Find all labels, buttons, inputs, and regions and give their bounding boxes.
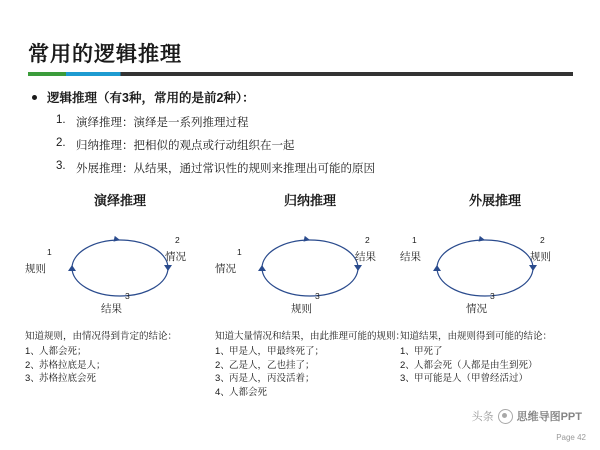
cycle-diagram xyxy=(400,213,590,328)
description-item xyxy=(215,386,405,400)
description-head: 知道结果，由规则得到可能的结论： xyxy=(400,331,553,342)
list-item xyxy=(56,137,375,153)
cycle-label-bottom: 规则 xyxy=(291,303,312,315)
list-item-number: 2. xyxy=(56,137,66,149)
cycle-label-left: 情况 xyxy=(215,263,236,275)
description-item-text: 甲死了 xyxy=(414,345,443,357)
description-item-number: 1、 xyxy=(25,345,40,357)
title-underline-rule xyxy=(28,72,573,76)
page-number: Page 42 xyxy=(556,433,586,442)
description-head: 知道大量情况和结果，由此推理可能的规则： xyxy=(215,331,406,342)
cycle-label-left: 规则 xyxy=(25,263,46,275)
watermark xyxy=(472,408,582,424)
list-item-text: 演绎推理：演绎是一系列推理过程 xyxy=(76,117,249,129)
cycle-number-left: 1 xyxy=(237,247,242,257)
watermark-suffix: 思维导图PPT xyxy=(516,411,582,423)
description-item xyxy=(25,372,215,386)
description-item-text: 甲可能是人（甲曾经活过） xyxy=(414,373,529,385)
cycle-diagram xyxy=(215,213,405,328)
description-item-number: 4、 xyxy=(215,387,230,399)
description-item-number: 1、 xyxy=(400,345,415,357)
watermark-logo-icon xyxy=(498,409,513,424)
cycle-label-left: 结果 xyxy=(400,251,421,263)
list-item-number: 3. xyxy=(56,160,66,172)
watermark-prefix: 头条 xyxy=(471,411,494,423)
column-description xyxy=(25,330,215,386)
description-item-text: 人都会死； xyxy=(39,345,87,357)
description-item xyxy=(25,345,215,359)
column-title: 外展推理 xyxy=(468,193,521,208)
cycle-label-bottom: 结果 xyxy=(101,303,122,315)
column-description xyxy=(400,330,590,386)
description-item xyxy=(215,359,405,373)
description-item-text: 丙是人，丙没活着； xyxy=(229,373,315,385)
page-title: 常用的逻辑推理 xyxy=(28,43,182,66)
list-item-text: 外展推理：从结果，通过常识性的规则来推理出可能的原因 xyxy=(76,163,375,175)
cycle-label-bottom: 情况 xyxy=(466,303,487,315)
description-item xyxy=(25,359,215,373)
sub-list xyxy=(56,114,375,183)
description-item-number: 2、 xyxy=(400,359,415,371)
diagram-column-abductive xyxy=(400,190,590,386)
column-title: 演绎推理 xyxy=(93,193,146,208)
description-item-text: 甲是人，甲最终死了； xyxy=(229,345,325,357)
description-item-text: 苏格拉底是人； xyxy=(39,359,106,371)
list-item xyxy=(56,114,375,130)
cycle-number-bottom: 3 xyxy=(125,291,130,301)
cycle-diagram xyxy=(25,213,215,328)
description-item-number: 1、 xyxy=(215,345,230,357)
description-item-number: 3、 xyxy=(215,373,230,385)
description-item-text: 乙是人，乙也挂了； xyxy=(229,359,315,371)
list-item xyxy=(56,160,375,176)
diagram-column-inductive xyxy=(215,190,405,400)
description-item xyxy=(215,372,405,386)
column-title: 归纳推理 xyxy=(283,193,336,208)
cycle-number-left: 1 xyxy=(412,235,417,245)
description-item-text: 人都会死 xyxy=(229,387,268,399)
description-item xyxy=(400,345,590,359)
cycle-arrows-graphic xyxy=(400,213,590,328)
description-item-text: 苏格拉底会死 xyxy=(39,373,97,385)
list-item-number: 1. xyxy=(56,114,66,126)
cycle-number-right: 2 xyxy=(365,235,370,245)
description-item-number: 3、 xyxy=(25,373,40,385)
cycle-number-bottom: 3 xyxy=(490,291,495,301)
description-item xyxy=(400,359,590,373)
diagram-columns xyxy=(0,190,600,440)
description-item-number: 2、 xyxy=(215,359,230,371)
cycle-number-right: 2 xyxy=(540,235,545,245)
column-description xyxy=(215,330,405,400)
description-item xyxy=(400,372,590,386)
main-bullet-text: 逻辑推理（有3种，常用的是前2种）： xyxy=(47,91,255,105)
description-item-number: 2、 xyxy=(25,359,40,371)
cycle-label-right: 规则 xyxy=(530,251,551,263)
bullet-dot-icon xyxy=(32,95,37,100)
description-item-text: 人都会死（人都是由生到死） xyxy=(414,359,538,371)
description-head: 知道规则，由情况得到肯定的结论： xyxy=(25,331,178,342)
description-item-number: 3、 xyxy=(400,373,415,385)
cycle-number-right: 2 xyxy=(175,235,180,245)
cycle-number-left: 1 xyxy=(47,247,52,257)
cycle-label-right: 结果 xyxy=(355,251,376,263)
list-item-text: 归纳推理：把相似的观点或行动组织在一起 xyxy=(76,140,295,152)
main-bullet xyxy=(32,88,255,106)
cycle-label-right: 情况 xyxy=(165,251,186,263)
description-item xyxy=(215,345,405,359)
cycle-number-bottom: 3 xyxy=(315,291,320,301)
diagram-column-deductive xyxy=(25,190,215,386)
